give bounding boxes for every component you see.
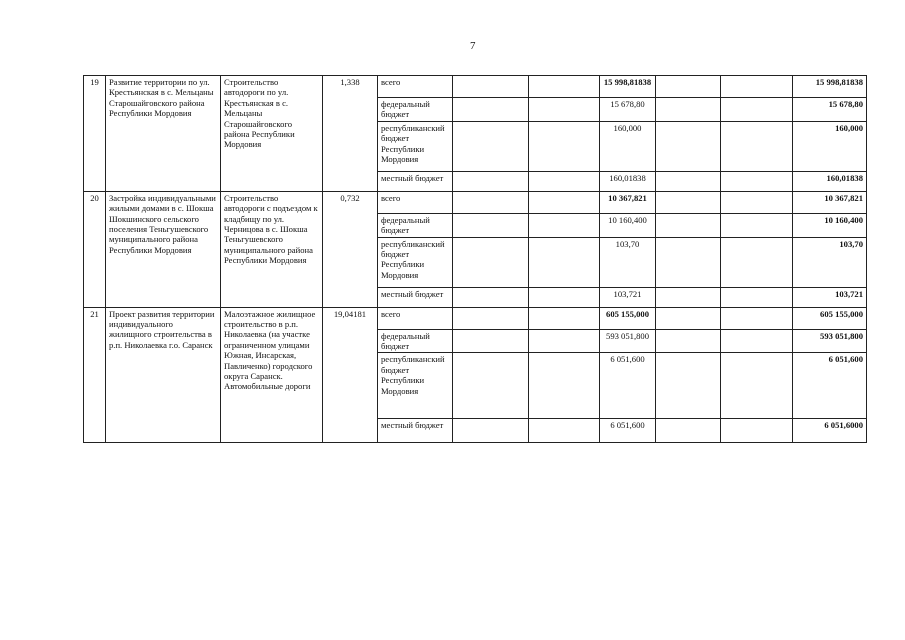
empty-cell xyxy=(721,419,793,443)
source-label: федеральный бюджет xyxy=(378,213,453,237)
total-value: 103,70 xyxy=(600,237,656,287)
table-row xyxy=(84,76,867,98)
road-length: 19,04181 xyxy=(323,307,378,443)
empty-cell xyxy=(721,121,793,171)
source-label: местный бюджет xyxy=(378,419,453,443)
total-value-final: 6 051,600 xyxy=(793,353,867,419)
source-label: всего xyxy=(378,191,453,213)
empty-cell xyxy=(529,98,600,122)
empty-cell xyxy=(656,419,721,443)
empty-cell xyxy=(529,191,600,213)
total-value: 10 160,400 xyxy=(600,213,656,237)
total-value: 15 678,80 xyxy=(600,98,656,122)
total-value-final: 160,000 xyxy=(793,121,867,171)
object-name: Строительство автодороги с подъездом к кладбищу по ул. Черницова в с. Шокша Теньгушевского муниципального района Республики Мордовия xyxy=(221,191,323,307)
empty-cell xyxy=(453,329,529,353)
source-label: местный бюджет xyxy=(378,171,453,191)
empty-cell xyxy=(453,213,529,237)
budget-table xyxy=(83,75,867,443)
empty-cell xyxy=(529,307,600,329)
empty-cell xyxy=(529,171,600,191)
empty-cell xyxy=(529,329,600,353)
empty-cell xyxy=(721,353,793,419)
empty-cell xyxy=(453,121,529,171)
page-number: 7 xyxy=(470,40,476,52)
project-name: Развитие территории по ул. Крестьянская в с. Мельцаны Старошайговского района Республики Мордовия xyxy=(106,76,221,192)
project-name: Проект развития территории индивидуального жилищного строительства в р.п. Николаевка г.о. Саранск xyxy=(106,307,221,443)
source-label: местный бюджет xyxy=(378,287,453,307)
object-name: Строительство автодороги по ул. Крестьянская в с. Мельцаны Старошайговского района Республики Мордовия xyxy=(221,76,323,192)
object-name: Малоэтажное жилищное строительство в р.п. Николаевка (на участке ограниченном улицами Южная, Инсарская, Павличенко) городского округа Саранск. Автомобильные дороги xyxy=(221,307,323,443)
total-value-final: 103,70 xyxy=(793,237,867,287)
total-value: 103,721 xyxy=(600,287,656,307)
empty-cell xyxy=(721,98,793,122)
table-row xyxy=(84,307,867,329)
empty-cell xyxy=(656,191,721,213)
empty-cell xyxy=(656,307,721,329)
total-value: 6 051,600 xyxy=(600,353,656,419)
empty-cell xyxy=(529,419,600,443)
total-value-final: 15 678,80 xyxy=(793,98,867,122)
total-value-final: 6 051,6000 xyxy=(793,419,867,443)
row-number: 21 xyxy=(84,307,106,443)
road-length: 0,732 xyxy=(323,191,378,307)
source-label: всего xyxy=(378,307,453,329)
empty-cell xyxy=(453,171,529,191)
source-label: республиканский бюджет Республики Мордовия xyxy=(378,353,453,419)
empty-cell xyxy=(721,237,793,287)
total-value-final: 593 051,800 xyxy=(793,329,867,353)
project-name: Застройка индивидуальными жилыми домами в с. Шокша Шокшинского сельского поселения Теньгушевского муниципального района Республики Мордовия xyxy=(106,191,221,307)
total-value: 593 051,800 xyxy=(600,329,656,353)
empty-cell xyxy=(656,76,721,98)
road-length: 1,338 xyxy=(323,76,378,192)
empty-cell xyxy=(529,121,600,171)
row-number: 20 xyxy=(84,191,106,307)
total-value-final: 10 367,821 xyxy=(793,191,867,213)
source-label: федеральный бюджет xyxy=(378,329,453,353)
empty-cell xyxy=(453,98,529,122)
source-label: республиканский бюджет Республики Мордовия xyxy=(378,237,453,287)
empty-cell xyxy=(721,213,793,237)
empty-cell xyxy=(453,76,529,98)
total-value-final: 15 998,81838 xyxy=(793,76,867,98)
empty-cell xyxy=(529,353,600,419)
empty-cell xyxy=(721,171,793,191)
empty-cell xyxy=(529,237,600,287)
source-label: республиканский бюджет Республики Мордовия xyxy=(378,121,453,171)
total-value-final: 160,01838 xyxy=(793,171,867,191)
empty-cell xyxy=(656,287,721,307)
empty-cell xyxy=(721,287,793,307)
empty-cell xyxy=(529,213,600,237)
empty-cell xyxy=(529,287,600,307)
empty-cell xyxy=(453,307,529,329)
total-value: 10 367,821 xyxy=(600,191,656,213)
empty-cell xyxy=(656,213,721,237)
total-value: 160,000 xyxy=(600,121,656,171)
empty-cell xyxy=(656,171,721,191)
total-value: 6 051,600 xyxy=(600,419,656,443)
table-row xyxy=(84,191,867,213)
total-value: 605 155,000 xyxy=(600,307,656,329)
total-value: 160,01838 xyxy=(600,171,656,191)
empty-cell xyxy=(656,237,721,287)
total-value-final: 103,721 xyxy=(793,287,867,307)
empty-cell xyxy=(453,287,529,307)
empty-cell xyxy=(721,191,793,213)
source-label: всего xyxy=(378,76,453,98)
source-label: федеральный бюджет xyxy=(378,98,453,122)
empty-cell xyxy=(721,329,793,353)
empty-cell xyxy=(453,237,529,287)
empty-cell xyxy=(453,353,529,419)
total-value-final: 605 155,000 xyxy=(793,307,867,329)
empty-cell xyxy=(529,76,600,98)
empty-cell xyxy=(453,191,529,213)
total-value: 15 998,81838 xyxy=(600,76,656,98)
empty-cell xyxy=(453,419,529,443)
empty-cell xyxy=(656,121,721,171)
empty-cell xyxy=(656,353,721,419)
empty-cell xyxy=(656,98,721,122)
empty-cell xyxy=(656,329,721,353)
empty-cell xyxy=(721,307,793,329)
empty-cell xyxy=(721,76,793,98)
total-value-final: 10 160,400 xyxy=(793,213,867,237)
row-number: 19 xyxy=(84,76,106,192)
